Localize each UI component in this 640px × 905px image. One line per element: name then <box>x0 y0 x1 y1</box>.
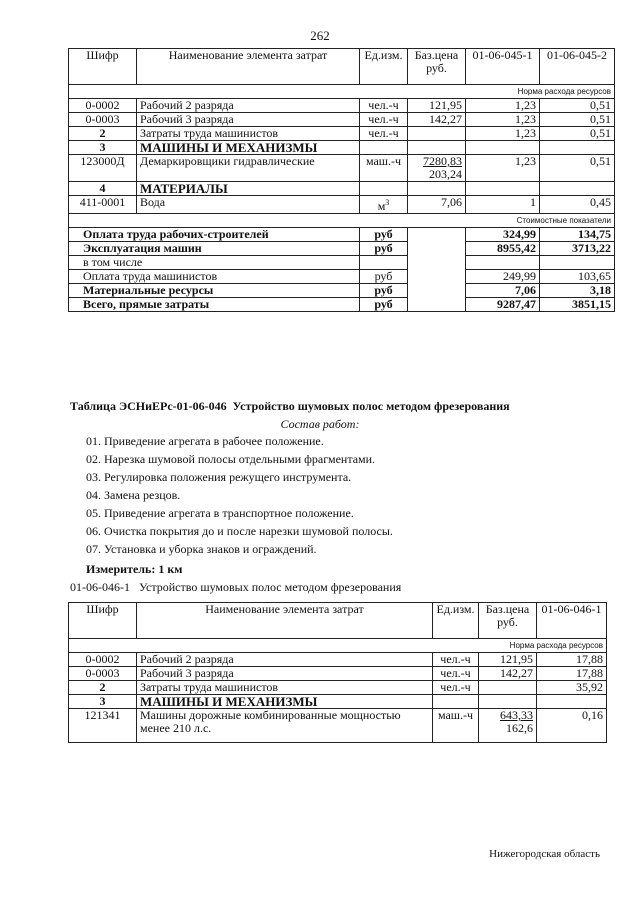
row-code: 0-0003 <box>69 113 137 127</box>
row-unit: маш.-ч <box>360 155 408 182</box>
row-value-a: 35,92 <box>537 681 607 695</box>
row-price: 7,06 <box>408 196 466 214</box>
row-value-b: 0,51 <box>540 99 615 113</box>
table-header <box>69 49 615 85</box>
row-price: 142,27 <box>408 113 466 127</box>
work-item: 04. Замена резцов. <box>86 488 181 502</box>
row-price: 121,95 <box>408 99 466 113</box>
cost-row <box>69 284 615 298</box>
table-row <box>69 99 615 113</box>
table-title-text: Устройство шумовых полос методом фрезерования <box>232 399 510 413</box>
cost-row-value-b: 3,18 <box>540 284 615 298</box>
measure-unit: Измеритель: 1 км <box>86 562 183 576</box>
section-row <box>69 141 615 155</box>
header-code: Шифр <box>69 603 137 639</box>
cost-row-value-a <box>466 256 540 270</box>
work-item: 05. Приведение агрегата в транспортное положение. <box>86 506 354 520</box>
cost-row-unit: руб <box>360 242 408 256</box>
footer-region: Нижегородская область <box>489 848 600 860</box>
cost-row-unit: руб <box>360 298 408 312</box>
row-unit: чел.-ч <box>360 127 408 141</box>
section-row <box>69 182 615 196</box>
cost-row <box>69 228 615 242</box>
price-base: 643,33 <box>500 708 533 722</box>
price-base: 7280,83 <box>423 154 462 168</box>
header-code: Шифр <box>69 49 137 85</box>
cost-row-value-a: 249,99 <box>466 270 540 284</box>
cost-row-label: Оплата труда машинистов <box>69 270 360 284</box>
cost-row-unit: руб <box>360 270 408 284</box>
section-number: 4 <box>69 182 137 196</box>
table-row <box>69 155 615 182</box>
header-price: Баз.цена руб. <box>408 49 466 85</box>
cost-row-label: Оплата труда рабочих-строителей <box>69 228 360 242</box>
header-col-a: 01-06-046-1 <box>537 603 607 639</box>
row-price: 142,27 <box>479 667 537 681</box>
section-row <box>69 695 607 709</box>
cost-row-value-a: 7,06 <box>466 284 540 298</box>
composition-title: Состав работ: <box>280 417 360 431</box>
row-value-a: 17,88 <box>537 653 607 667</box>
row-value-a: 17,88 <box>537 667 607 681</box>
header-unit: Ед.изм. <box>360 49 408 85</box>
cost-row-label: Эксплуатация машин <box>69 242 360 256</box>
work-item: 03. Регулировка положения режущего инструмента. <box>86 470 352 484</box>
table-row <box>69 113 615 127</box>
row-code: 0-0002 <box>69 653 137 667</box>
cost-row <box>69 298 615 312</box>
cost-row-label: Материальные ресурсы <box>69 284 360 298</box>
row-name: Рабочий 2 разряда <box>137 99 360 113</box>
work-item: 02. Нарезка шумовой полосы отдельными фрагментами. <box>86 452 376 466</box>
price-wage: 203,24 <box>429 167 462 181</box>
header-name: Наименование элемента затрат <box>137 603 433 639</box>
row-value-b: 0,51 <box>540 127 615 141</box>
cost-row-label: в том числе <box>69 256 360 270</box>
row-unit: чел.-ч <box>433 681 479 695</box>
work-item: 06. Очистка покрытия до и после нарезки шумовой полосы. <box>86 524 393 538</box>
section-number: 3 <box>69 141 137 155</box>
row-price <box>408 155 466 182</box>
norm-label: Норма расхода ресурсов <box>69 85 615 99</box>
row-code: 121341 <box>69 709 137 743</box>
section-title: МАТЕРИАЛЫ <box>137 182 360 196</box>
row-code: 2 <box>69 681 137 695</box>
row-value-a: 1 <box>466 196 540 214</box>
table-row <box>69 196 615 214</box>
resource-table-1 <box>68 48 615 312</box>
table-title <box>70 399 510 414</box>
norm-label: Норма расхода ресурсов <box>69 639 607 653</box>
cost-row-value-a: 8955,42 <box>466 242 540 256</box>
row-value-a: 1,23 <box>466 127 540 141</box>
price-wage: 162,6 <box>506 721 533 735</box>
row-name: Рабочий 3 разряда <box>137 667 433 681</box>
row-code: 2 <box>69 127 137 141</box>
row-name: Машины дорожные комбинированные мощностью менее 210 л.с. <box>137 709 433 743</box>
cost-row-value-b: 3713,22 <box>540 242 615 256</box>
cost-row-unit: руб <box>360 228 408 242</box>
cost-row-value-b: 3851,15 <box>540 298 615 312</box>
header-unit: Ед.изм. <box>433 603 479 639</box>
header-col-a: 01-06-045-1 <box>466 49 540 85</box>
table-row <box>69 127 615 141</box>
row-price: 121,95 <box>479 653 537 667</box>
section-number: 3 <box>69 695 137 709</box>
page-number: 262 <box>310 28 330 43</box>
header-col-b: 01-06-045-2 <box>540 49 615 85</box>
section-title: МАШИНЫ И МЕХАНИЗМЫ <box>137 695 433 709</box>
cost-row <box>69 242 615 256</box>
row-value-a: 1,23 <box>466 155 540 182</box>
row-name: Рабочий 3 разряда <box>137 113 360 127</box>
cost-row-unit: руб <box>360 284 408 298</box>
row-value-a: 1,23 <box>466 99 540 113</box>
table-row <box>69 667 607 681</box>
header-name: Наименование элемента затрат <box>137 49 360 85</box>
cost-row-unit <box>360 256 408 270</box>
row-unit: чел.-ч <box>360 99 408 113</box>
unit-superscript: 3 <box>385 198 390 207</box>
cost-label: Стоимостные показатели <box>69 214 615 228</box>
row-unit: чел.-ч <box>433 653 479 667</box>
cost-row <box>69 256 615 270</box>
cost-row-value-b <box>540 256 615 270</box>
row-unit: чел.-ч <box>360 113 408 127</box>
row-name: Затраты труда машинистов <box>137 127 360 141</box>
row-name: Вода <box>137 196 360 214</box>
row-code: 0-0003 <box>69 667 137 681</box>
row-value-b: 0,51 <box>540 155 615 182</box>
work-item: 07. Установка и уборка знаков и ограждений. <box>86 542 317 556</box>
cost-row-value-b: 103,65 <box>540 270 615 284</box>
row-name: Затраты труда машинистов <box>137 681 433 695</box>
unit-text: м <box>377 199 386 213</box>
row-value-a: 0,16 <box>537 709 607 743</box>
row-unit <box>360 196 408 214</box>
row-price <box>479 681 537 695</box>
table-row <box>69 681 607 695</box>
norm-code-line: 01-06-046-1 Устройство шумовых полос методом фрезерования <box>70 580 402 594</box>
row-unit: маш.-ч <box>433 709 479 743</box>
cost-row-value-a: 324,99 <box>466 228 540 242</box>
table-title-prefix: Таблица ЭСНиЕРс-01-06-046 <box>70 399 227 413</box>
section-title: МАШИНЫ И МЕХАНИЗМЫ <box>137 141 360 155</box>
cost-row-value-b: 134,75 <box>540 228 615 242</box>
row-unit: чел.-ч <box>433 667 479 681</box>
resource-table-2 <box>68 602 607 743</box>
row-value-a: 1,23 <box>466 113 540 127</box>
cost-row-label: Всего, прямые затраты <box>69 298 360 312</box>
row-value-b: 0,51 <box>540 113 615 127</box>
row-code: 411-0001 <box>69 196 137 214</box>
table-row <box>69 653 607 667</box>
row-value-b: 0,45 <box>540 196 615 214</box>
row-name: Рабочий 2 разряда <box>137 653 433 667</box>
row-price <box>479 709 537 743</box>
row-name: Демаркировщики гидравлические <box>137 155 360 182</box>
row-code: 123000Д <box>69 155 137 182</box>
header-price: Баз.цена руб. <box>479 603 537 639</box>
cost-row-value-a: 9287,47 <box>466 298 540 312</box>
cost-row <box>69 270 615 284</box>
work-item: 01. Приведение агрегата в рабочее положение. <box>86 434 324 448</box>
row-code: 0-0002 <box>69 99 137 113</box>
table-row <box>69 709 607 743</box>
table-header <box>69 603 607 639</box>
row-price <box>408 127 466 141</box>
